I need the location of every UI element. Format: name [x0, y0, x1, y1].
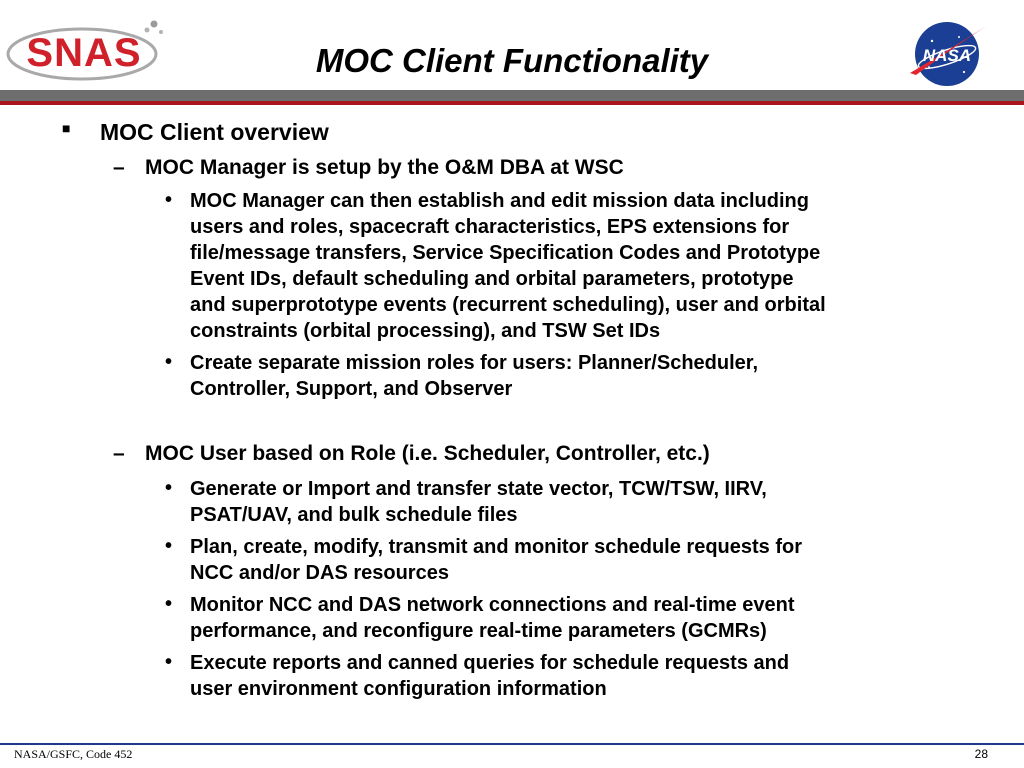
slide-header — [0, 0, 1024, 90]
list-item: Execute reports and canned queries for schedule requests and user environment configuration information — [190, 652, 790, 700]
dot-bullet-icon: • — [165, 477, 173, 499]
list-item: MOC Manager can then establish and edit mission data including users and roles, spacecraft characteristics, EPS extensions for file/message transfers, Service Specification Codes and Prototype Event IDs, default scheduling and orbital parameters, prototype and superprototype events (recurrent scheduling), user and orbital constraints (orbital processing), and TSW Set IDs — [190, 190, 826, 342]
footer-organization: NASA/GSFC, Code 452 — [14, 747, 133, 761]
dot-bullet-icon: • — [165, 189, 173, 211]
header-divider-red — [0, 101, 1024, 105]
list-item: Monitor NCC and DAS network connections and real-time event performance, and reconfigure real-time parameters (GCMRs) — [190, 594, 795, 642]
dot-bullet-icon: • — [165, 535, 173, 557]
footer-divider — [0, 743, 1024, 745]
slide-title: MOC Client Functionality — [315, 42, 709, 79]
list-item: Generate or Import and transfer state vector, TCW/TSW, IIRV, PSAT/UAV, and bulk schedule files — [190, 478, 767, 526]
dot-bullet-icon: • — [165, 651, 173, 673]
list-item: Create separate mission roles for users: Planner/Scheduler, Controller, Support, and Observer — [190, 352, 759, 400]
nasa-meatball-logo — [904, 17, 990, 89]
dash-bullet-icon: – — [113, 156, 125, 179]
page-number: 28 — [974, 747, 988, 761]
nasa-logo-text: NASA — [922, 46, 972, 65]
dash-bullet-icon: – — [113, 442, 125, 465]
dot-bullet-icon: • — [165, 351, 173, 373]
section-title: MOC Manager is setup by the O&M DBA at WSC — [145, 156, 624, 179]
section-title: MOC User based on Role (i.e. Scheduler, Controller, etc.) — [145, 442, 710, 465]
square-bullet-icon: ■ — [62, 120, 71, 136]
header-divider-dark — [0, 90, 1024, 101]
list-item: Plan, create, modify, transmit and monitor schedule requests for NCC and/or DAS resources — [190, 536, 802, 584]
dot-bullet-icon: • — [165, 593, 173, 615]
overview-heading: MOC Client overview — [100, 119, 329, 145]
snas-logo-text: SNAS — [26, 31, 142, 75]
